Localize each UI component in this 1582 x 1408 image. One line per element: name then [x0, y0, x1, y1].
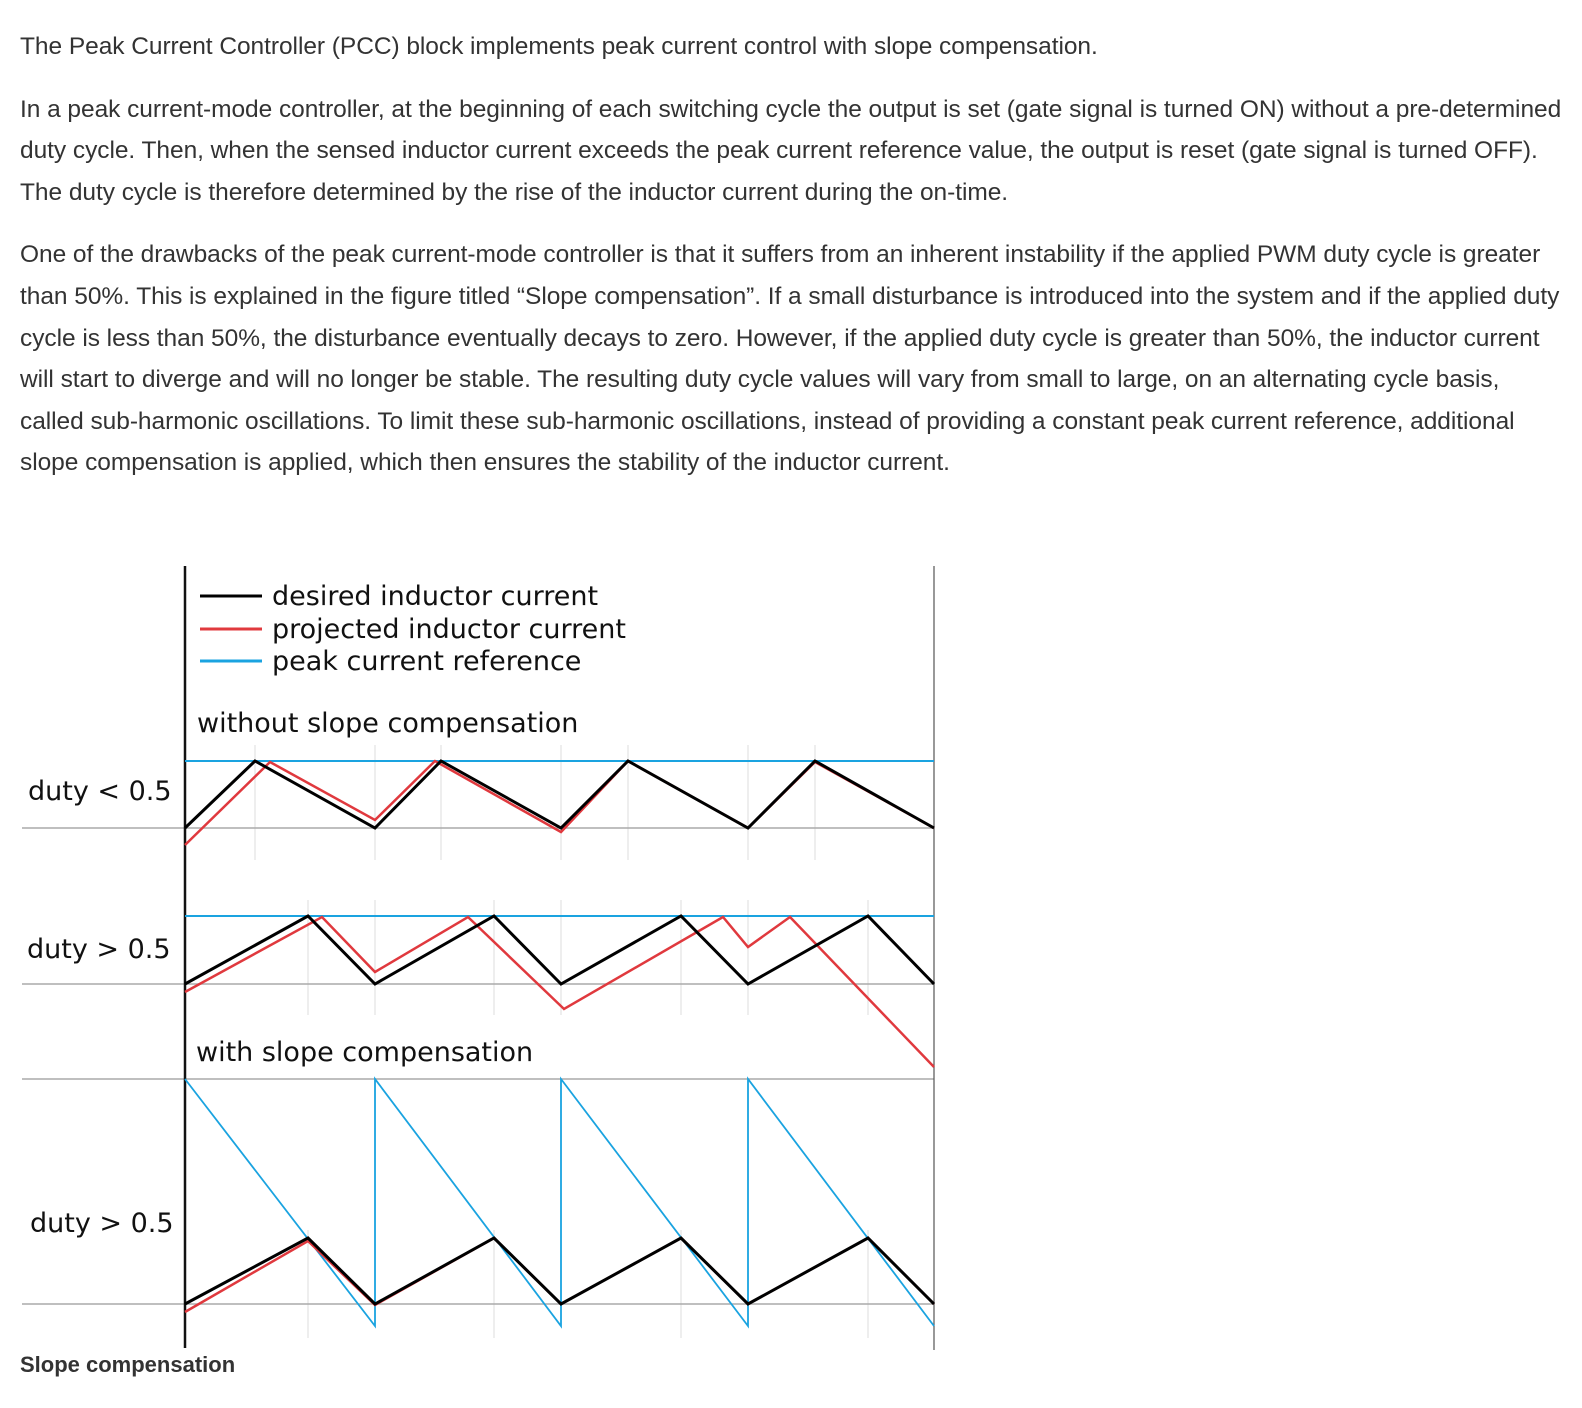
figure-caption: Slope compensation	[20, 1352, 236, 1377]
article-body	[20, 26, 1565, 505]
legend	[200, 581, 626, 677]
legend-label-desired: desired inductor current	[272, 581, 599, 612]
instability-paragraph: One of the drawbacks of the peak current-mode controller is that it suffers from an inherent instability if the applied PWM duty cycle is greater than 50%. This is explained in the figure titled “Slope compensation”. If a small disturbance is introduced into the system and if the applied duty cycle is less than 50%, the disturbance eventually decays to zero. However, if the applied duty cycle is greater than 50%, the inductor current will start to diverge and will no longer be stable. The resulting duty cycle values will vary from small to large, on an alternating cycle basis, called sub-harmonic oscillations. To limit these sub-harmonic oscillations, instead of providing a constant peak current reference, additional slope compensation is applied, which then ensures the stability of the inductor current.	[20, 241, 1560, 477]
panel-label-3: duty > 0.5	[30, 1208, 174, 1239]
slope-compensation-figure	[0, 560, 960, 1352]
mode-description-paragraph: In a peak current-mode controller, at the beginning of each switching cycle the output is set (gate signal is turned ON) without a pre-determined duty cycle. Then, when the sensed inductor current exceeds the peak current reference value, the output is reset (gate signal is turned OFF). The duty cycle is therefore determined by the rise of the inductor current during the on-time.	[20, 95, 1562, 206]
panel-label-2: duty > 0.5	[27, 934, 171, 965]
panel-label-1: duty < 0.5	[28, 776, 172, 807]
desired-current-panel-1	[185, 761, 934, 828]
legend-label-projected: projected inductor current	[272, 614, 626, 645]
projected-current-panel-1	[185, 761, 934, 845]
intro-paragraph: The Peak Current Controller (PCC) block implements peak current control with slope compensation.	[20, 33, 1098, 60]
section-title-with: with slope compensation	[196, 1037, 534, 1068]
compensated-reference-panel-3	[185, 1079, 934, 1326]
section-title-without: without slope compensation	[197, 708, 579, 739]
legend-label-reference: peak current reference	[272, 646, 582, 677]
